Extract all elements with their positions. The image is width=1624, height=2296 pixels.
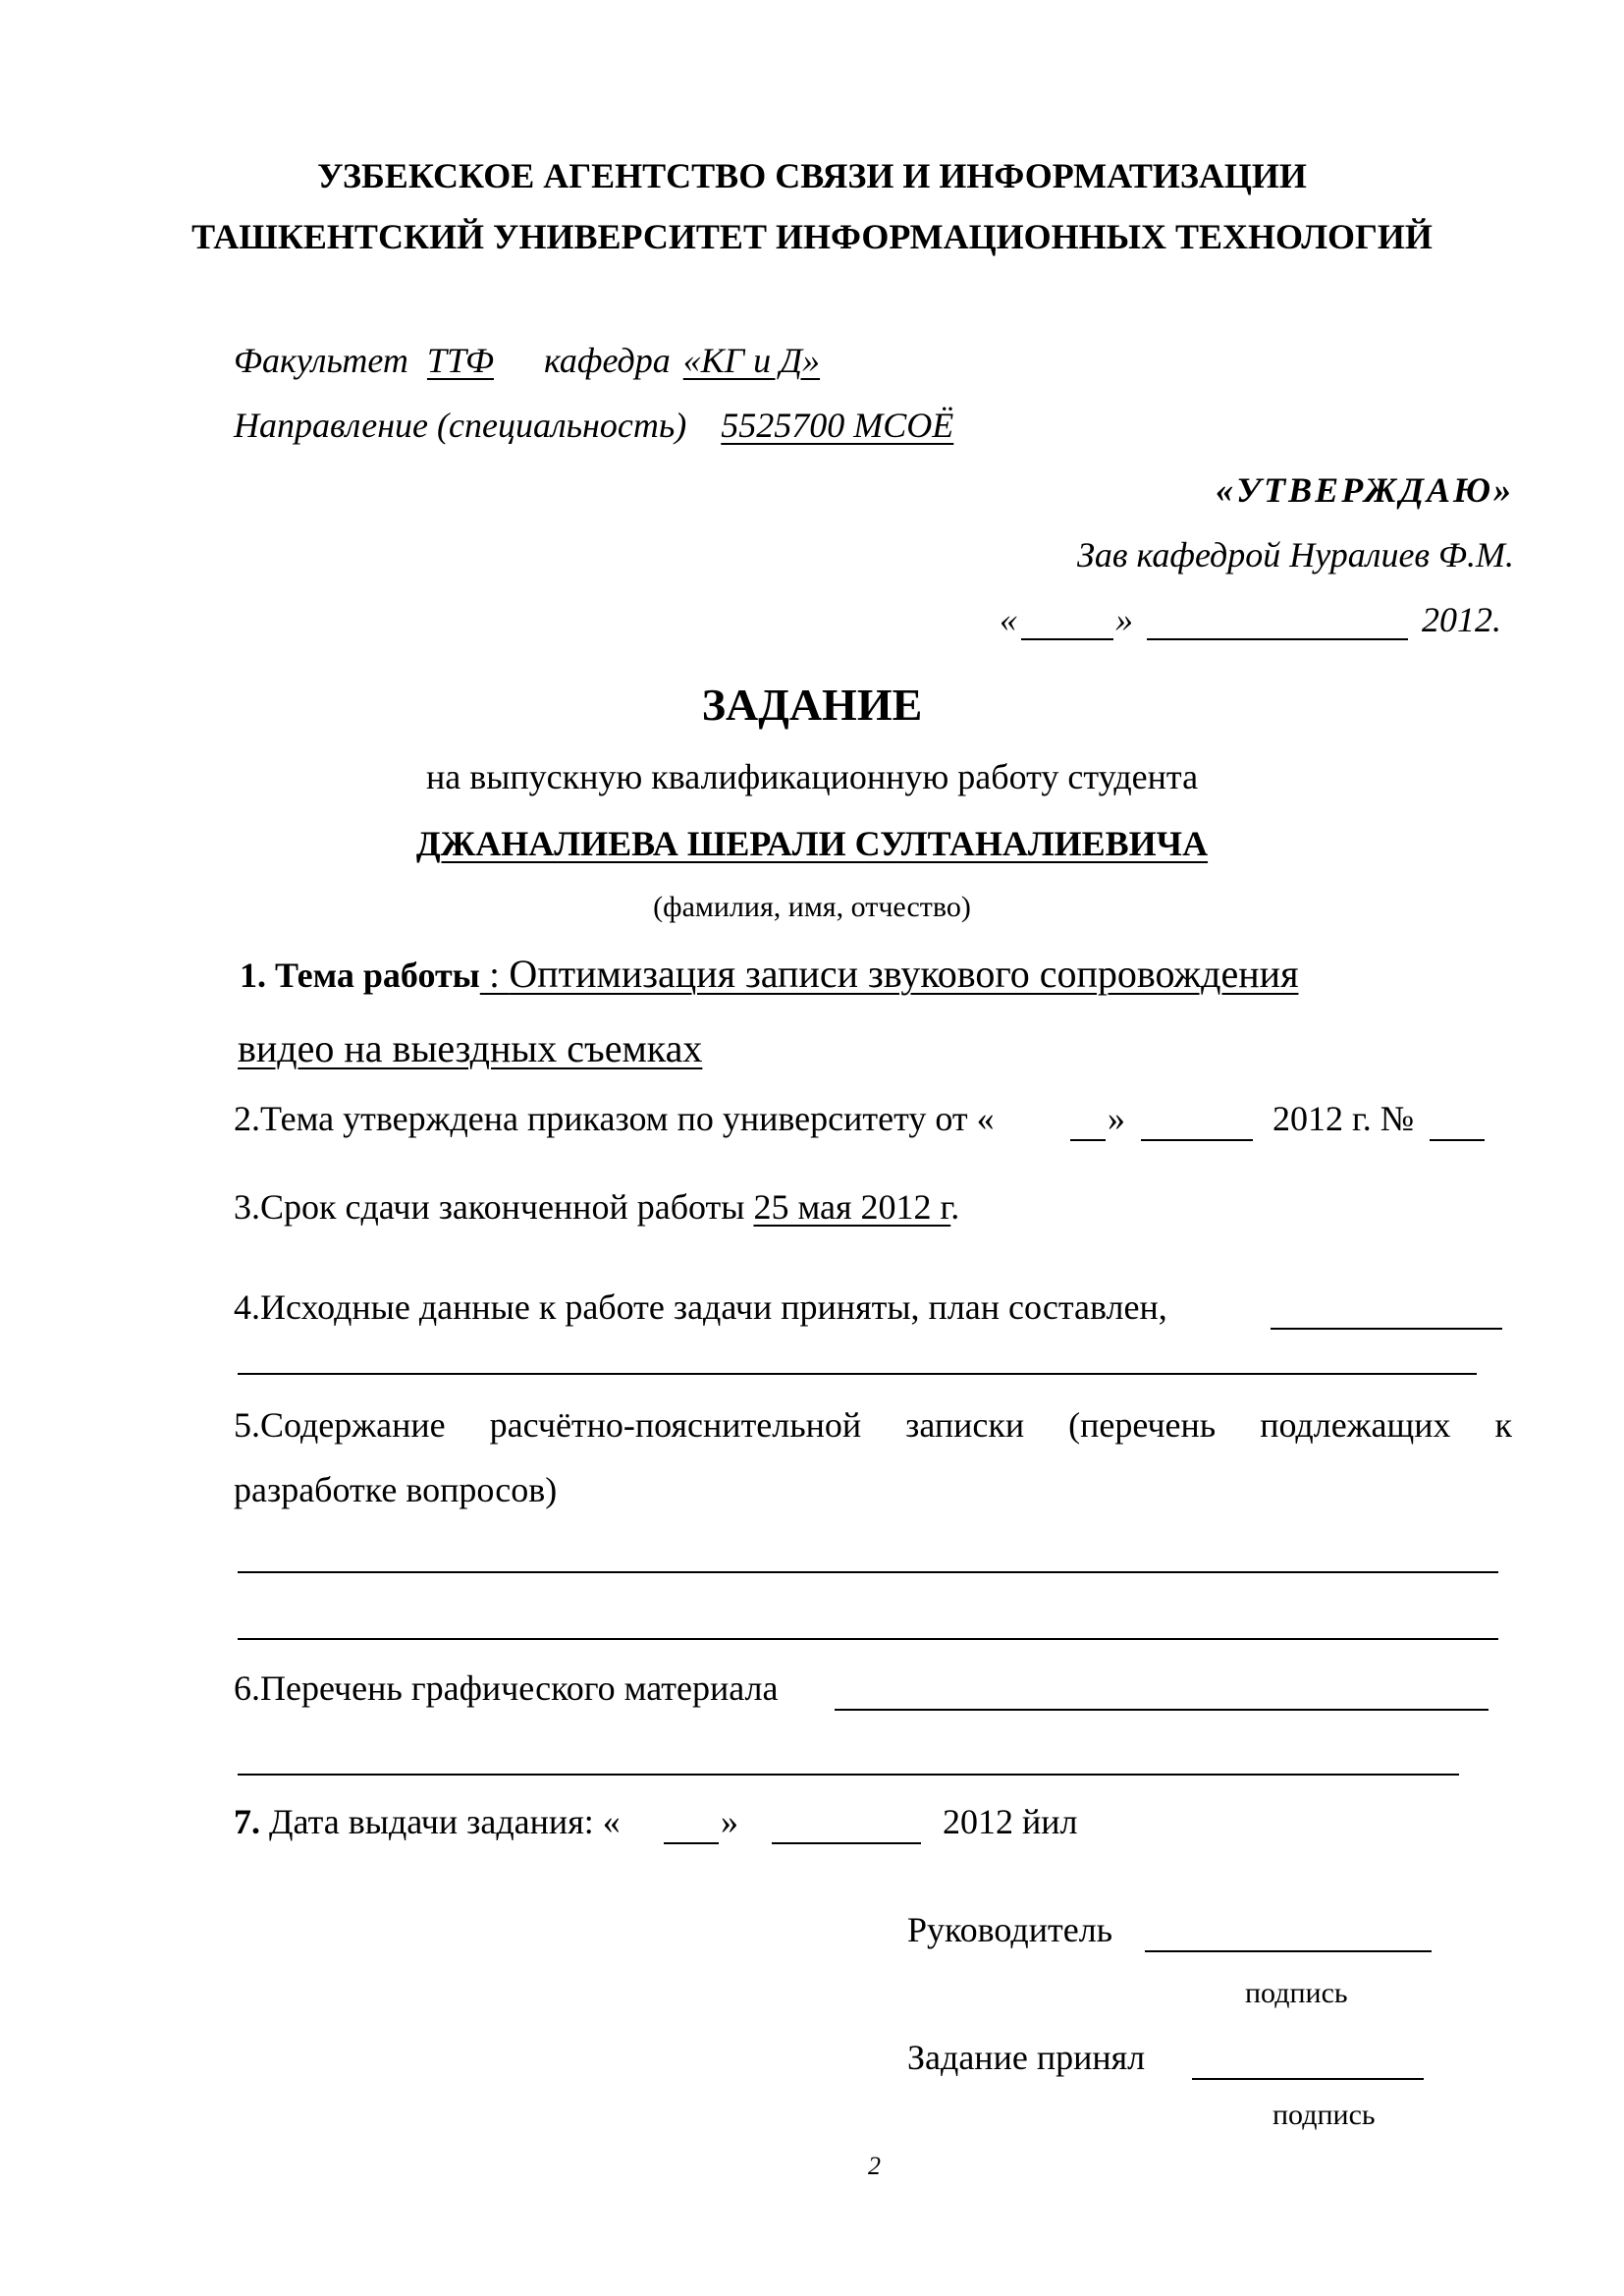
item-2-day-blank	[1070, 1139, 1106, 1141]
item-4-blank-line	[238, 1373, 1477, 1375]
item-1-topic-a: Оптимизация записи звукового сопровождения	[509, 952, 1299, 996]
faculty-label: Факультет	[234, 341, 408, 380]
item-3-deadline: 25 мая 2012 г	[753, 1187, 951, 1227]
department-value: «КГ и Д»	[682, 341, 821, 380]
direction-value: 5525700 МСОЁ	[721, 406, 954, 445]
item-1-line	[240, 951, 1298, 999]
accepted-label: Задание принял	[907, 2038, 1146, 2077]
accepted-signature-blank	[1192, 2078, 1424, 2080]
item-5-blank-line-1	[238, 1571, 1498, 1573]
item-6-blank-line	[238, 1774, 1459, 1776]
item-7-line	[234, 1801, 621, 1843]
supervisor-signature-hint: подпись	[1245, 1977, 1348, 2009]
item-6-text: 6.Перечень графического материала	[234, 1668, 779, 1708]
page-number: 2	[868, 2152, 881, 2180]
item-2-number-blank	[1430, 1139, 1485, 1141]
approval-date-open: «	[1000, 600, 1017, 639]
approval-year: 2012.	[1422, 600, 1501, 639]
item-3-line	[234, 1186, 959, 1229]
task-subtitle: на выпускную квалификационную работу студента	[425, 757, 1199, 796]
item-1-separator: :	[479, 955, 510, 996]
student-name-line	[0, 823, 1624, 865]
item-2-text: 2.Тема утверждена приказом по университету от «	[234, 1099, 995, 1138]
item-7-number: 7.	[234, 1802, 260, 1841]
item-3-end: .	[950, 1187, 960, 1227]
item-7-year: 2012 йил	[943, 1802, 1078, 1841]
direction-label: Направление (специальность)	[234, 406, 687, 445]
faculty-line	[234, 340, 820, 382]
item-5-blank-line-2	[238, 1638, 1498, 1640]
student-name-hint: (фамилия, имя, отчество)	[653, 891, 971, 923]
approval-day-blank	[1021, 638, 1113, 640]
item-1-topic-b: видео на выездных съемках	[238, 1026, 703, 1070]
header-line-agency: УЗБЕКСКОЕ АГЕНТСТВО СВЯЗИ И ИНФОРМАТИЗАЦИИ	[317, 156, 1307, 195]
item-4-text: 4.Исходные данные к работе задачи приняты, план составлен,	[234, 1287, 1167, 1327]
item-2-quote-close: »	[1108, 1099, 1125, 1138]
header-line-university: ТАШКЕНТСКИЙ УНИВЕРСИТЕТ ИНФОРМАЦИОННЫХ ТЕХНОЛОГИЙ	[191, 217, 1433, 256]
item-3-label: 3.Срок сдачи законченной работы	[234, 1187, 754, 1227]
approval-month-blank	[1147, 638, 1408, 640]
supervisor-signature-blank	[1145, 1950, 1432, 1952]
student-name: ДЖАНАЛИЕВА ШЕРАЛИ СУЛТАНАЛИЕВИЧА	[415, 824, 1209, 863]
item-6-blank	[835, 1709, 1489, 1711]
supervisor-label: Руководитель	[907, 1910, 1113, 1949]
item-1-label: 1. Тема работы	[240, 956, 480, 995]
item-2-month-blank	[1141, 1139, 1253, 1141]
department-label: кафедра	[543, 341, 671, 380]
faculty-value: ТТФ	[426, 341, 494, 380]
item-5-text-b: разработке вопросов)	[234, 1470, 558, 1509]
item-4-blank	[1271, 1328, 1502, 1330]
approval-title: «УТВЕРЖДАЮ»	[1216, 470, 1514, 510]
approval-head: Зав кафедрой Нуралиев Ф.М.	[1077, 535, 1514, 574]
direction-line	[234, 405, 953, 447]
item-2-year: 2012 г. №	[1272, 1099, 1415, 1138]
item-5-text-a: 5.Содержание расчётно-пояснительной записки (перечень подлежащих к	[234, 1405, 1512, 1445]
accepted-signature-hint: подпись	[1272, 2099, 1376, 2131]
task-title: ЗАДАНИЕ	[701, 680, 923, 730]
item-7-month-blank	[772, 1842, 921, 1844]
item-7-quote-close: »	[721, 1802, 738, 1841]
item-7-text: Дата выдачи задания: «	[260, 1802, 621, 1841]
approval-date-close: »	[1115, 600, 1133, 639]
item-7-day-blank	[664, 1842, 719, 1844]
